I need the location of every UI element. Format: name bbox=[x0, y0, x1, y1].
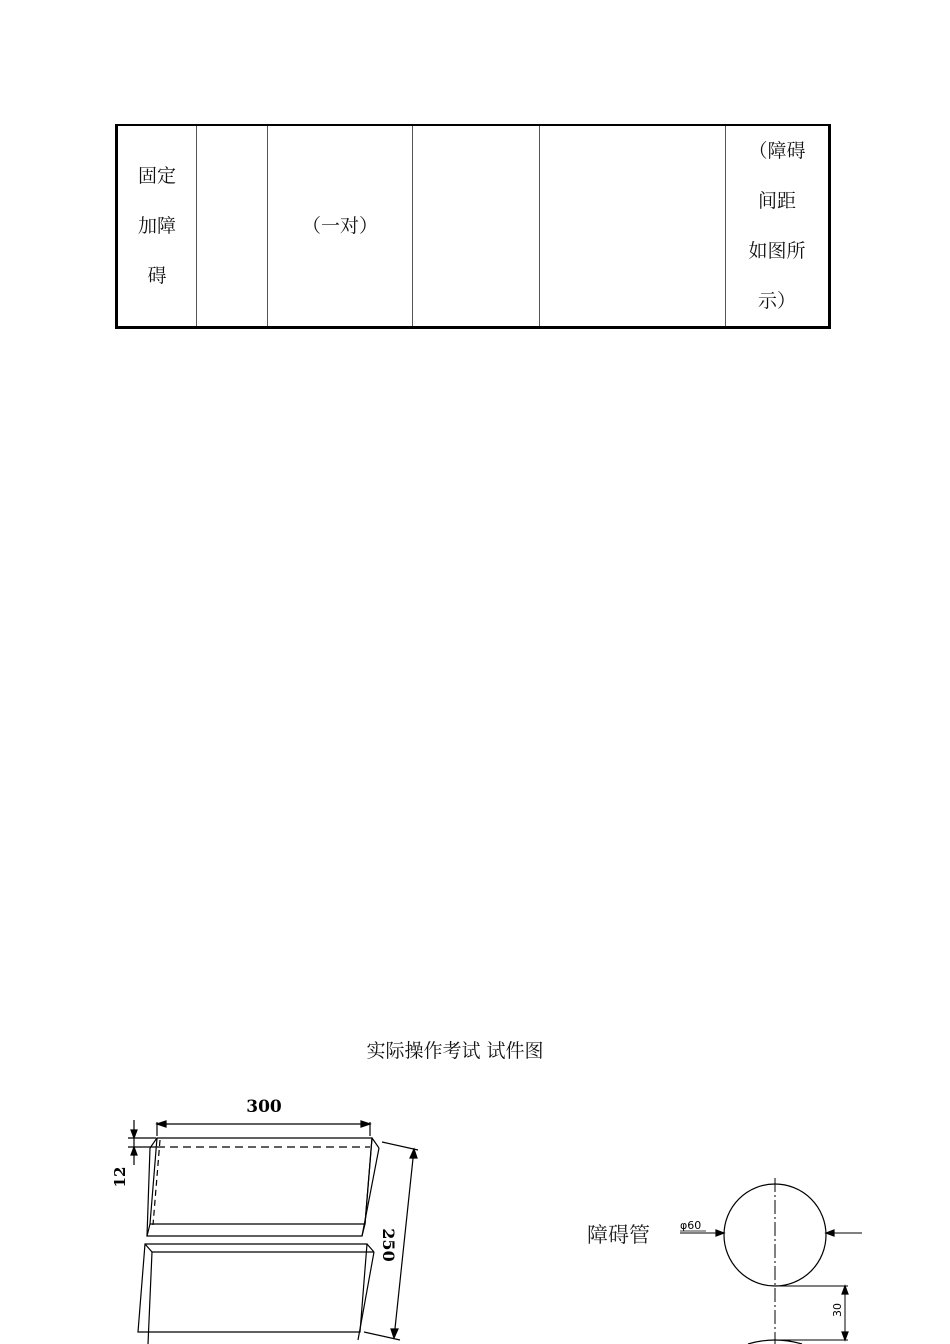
drawing-title: 实际操作考试 试件图 bbox=[366, 1040, 544, 1062]
pipe-spacing-label: 30 bbox=[831, 1303, 844, 1317]
quantity-text: （一对） bbox=[301, 215, 378, 237]
upper-plate bbox=[150, 1138, 372, 1224]
item-name-text: 固定 加障 碍 bbox=[137, 165, 176, 287]
pipe-diameter-label: φ60 bbox=[680, 1219, 702, 1232]
remark-text: （障碍 间距 如图所 示） bbox=[748, 140, 806, 312]
obstacle-label: 障碍管 bbox=[587, 1223, 650, 1247]
dim-length-label: 300 bbox=[246, 1097, 282, 1117]
lower-plate bbox=[138, 1244, 367, 1332]
dim-width-label: 250 bbox=[379, 1228, 398, 1262]
dim-thickness-label: 12 bbox=[111, 1166, 129, 1188]
